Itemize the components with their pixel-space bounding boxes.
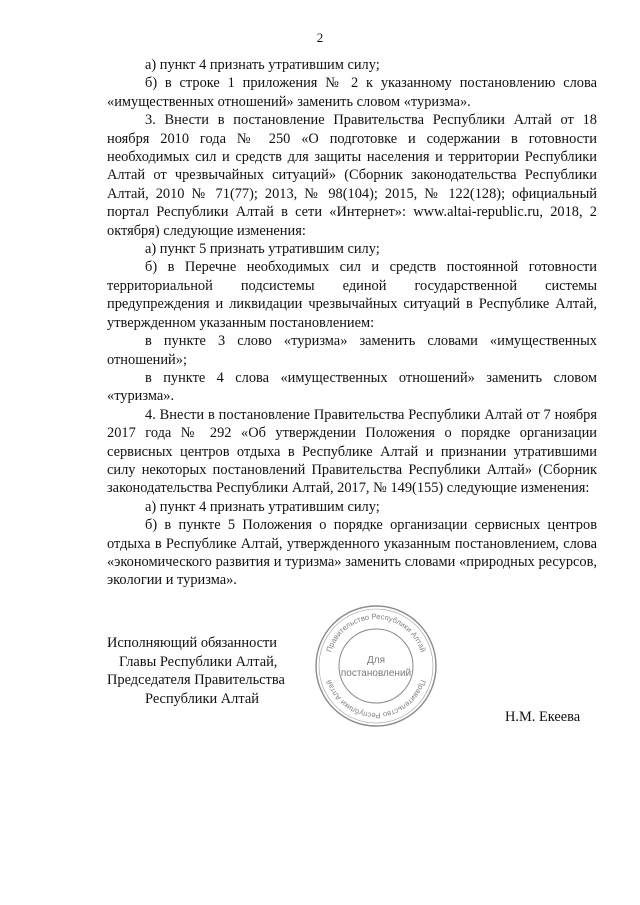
paragraph: в пункте 4 слова «имущественных отношений» заменить словом «туризма».	[107, 369, 597, 405]
paragraph: б) в строке 1 приложения № 2 к указанному постановлению слова «имущественных отношений» заменить словом «туризма».	[107, 75, 597, 110]
document-body	[107, 56, 597, 590]
signer-position-line: Исполняющий обязанности	[107, 635, 278, 651]
signer-position-line: Председателя Правительства	[107, 672, 285, 689]
paragraph: в пункте 3 слово «туризма» заменить словами «имущественных отношений»;	[107, 333, 597, 368]
stamp-seal-icon	[312, 602, 440, 730]
signer-position-line: Главы Республики Алтай,	[119, 653, 278, 670]
paragraph: 3. Внести в постановление Правительства Республики Алтай от 18 ноября 2010 года № 250 «О подготовке и содержании в готовности необходимых сил и средств для защиты населения и территории Республики Алтай от чрезвычайных ситуаций» (Сборник законодательства Республики Алтай, 2010 № 71(77); 2013, № 98(104); 2015, № 122(128); официальный портал Республики Алтай в сети «Интернет»: www.altai-republic.ru, 2018, 2 октября) следующие изменения:	[107, 112, 597, 239]
signer-name: Н.М. Екеева	[505, 709, 581, 725]
official-stamp	[312, 602, 440, 730]
signer-position-line: Республики Алтай	[145, 690, 259, 707]
paragraph: а) пункт 4 признать утратившим силу;	[145, 498, 380, 515]
signature-block	[107, 634, 285, 708]
page-number: 2	[316, 30, 324, 45]
paragraph: а) пункт 4 признать утратившим силу;	[145, 57, 380, 73]
paragraph: б) в Перечне необходимых сил и средств постоянной готовности территориальной подсистемы единой государственной системы предупреждения и ликвидации чрезвычайных ситуаций в Республике Алтай, утвержденном указанным постановлением:	[107, 259, 597, 331]
paragraph: б) в пункте 5 Положения о порядке организации сервисных центров отдыха в Республике Алтай, утвержденного указанным постановлением, слова «экономического развития и туризма» заменить словами «природных ресурсов, экологии и туризма».	[107, 517, 597, 589]
stamp-inner-line: Для	[366, 655, 386, 666]
paragraph: 4. Внести в постановление Правительства Республики Алтай от 7 ноября 2017 года № 292 «Об утверждении Положения о порядке организации сервисных центров отдыха в Республике Алтай и признании утратившими силу некоторых постановлений Правительства Республики Алтай» (Сборник законодательства Республики Алтай, 2017, № 149(155) следующие изменения:	[107, 406, 597, 497]
stamp-outer-text-top: Правительство Республики Алтай	[324, 611, 428, 654]
paragraph: а) пункт 5 признать утратившим силу;	[145, 241, 380, 258]
stamp-outer-text-bottom: Правительство Республики Алтай	[324, 678, 428, 721]
stamp-inner-line: постановлений	[340, 668, 412, 679]
